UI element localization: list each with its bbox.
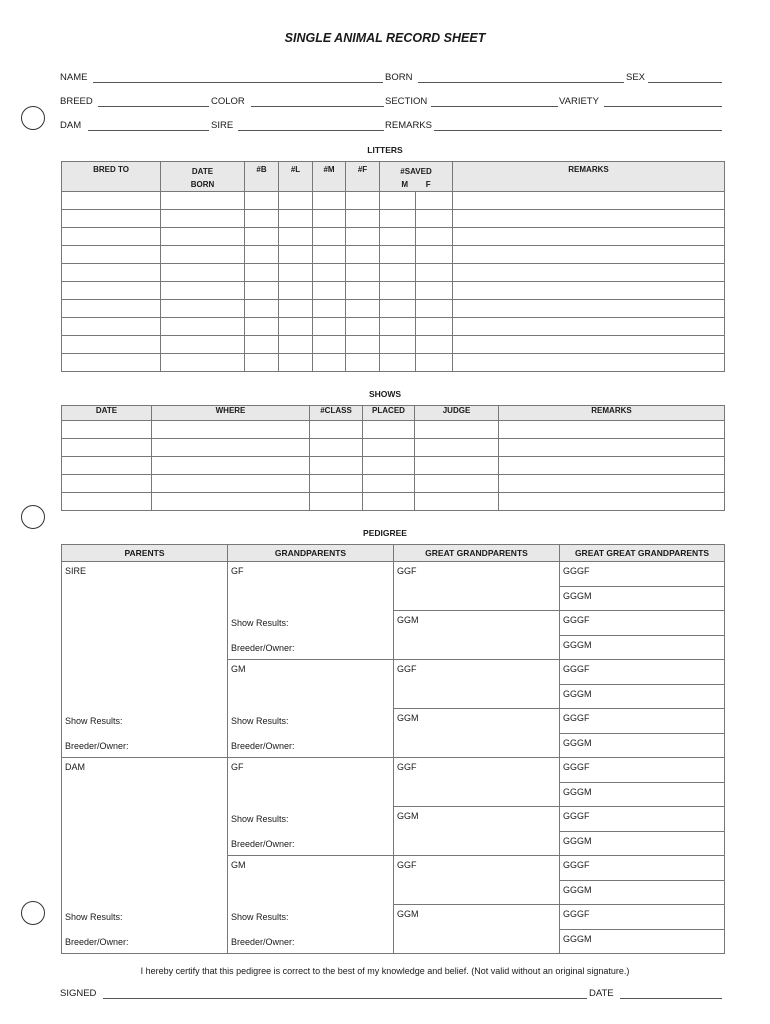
litter-cell[interactable]	[245, 264, 279, 282]
litter-cell[interactable]	[62, 282, 161, 300]
litter-cell[interactable]	[245, 300, 279, 318]
pedigree-label: GGM	[397, 811, 419, 821]
gggm-cell[interactable]: GGGM	[560, 684, 725, 709]
show-results-label: Show Results:	[65, 912, 123, 922]
show-cell[interactable]	[499, 475, 725, 493]
table-row	[62, 336, 725, 354]
certify-statement: I hereby certify that this pedigree is correct to the best of my knowledge and belief. (Not valid without an original signature.)	[140, 966, 630, 976]
litter-cell[interactable]	[279, 300, 313, 318]
col-remarks: REMARKS	[453, 162, 725, 192]
ggf-cell[interactable]	[394, 562, 560, 611]
ggf-cell[interactable]	[394, 856, 560, 905]
litter-cell[interactable]	[380, 354, 416, 372]
litter-cell[interactable]	[346, 246, 380, 264]
table-row	[62, 246, 725, 264]
show-cell[interactable]	[499, 457, 725, 475]
pedigree-label: GGF	[397, 566, 417, 576]
sex-field[interactable]	[648, 82, 722, 83]
table-row	[62, 562, 725, 587]
litter-cell[interactable]	[346, 336, 380, 354]
section-field[interactable]	[431, 106, 558, 107]
pedigree-label: GGM	[397, 713, 419, 723]
litter-cell[interactable]	[380, 282, 416, 300]
litter-cell[interactable]	[62, 318, 161, 336]
litter-cell[interactable]	[62, 246, 161, 264]
table-row	[62, 758, 725, 783]
litter-cell[interactable]	[245, 354, 279, 372]
litter-cell[interactable]	[453, 282, 725, 300]
show-cell[interactable]	[62, 457, 152, 475]
signed-label: SIGNED	[60, 988, 97, 999]
col-date-born: DATE BORN	[161, 162, 245, 192]
show-cell[interactable]	[152, 439, 310, 457]
dam-field[interactable]	[88, 130, 209, 131]
gggm-cell[interactable]: GGGM	[560, 782, 725, 807]
section-label: SECTION	[385, 96, 428, 107]
litter-cell[interactable]	[416, 282, 453, 300]
sire-field[interactable]	[238, 130, 384, 131]
sire-label: SIRE	[211, 120, 234, 131]
litter-cell[interactable]	[313, 264, 346, 282]
litter-cell[interactable]	[416, 228, 453, 246]
table-row	[62, 457, 725, 475]
litter-cell[interactable]	[279, 192, 313, 210]
show-cell[interactable]	[62, 475, 152, 493]
litter-cell[interactable]	[346, 192, 380, 210]
litter-cell[interactable]	[62, 192, 161, 210]
gggf-cell[interactable]: GGGF	[560, 856, 725, 881]
litters-heading: LITTERS	[367, 145, 403, 155]
litter-cell[interactable]	[416, 318, 453, 336]
show-cell[interactable]	[363, 421, 415, 439]
table-row	[62, 264, 725, 282]
litter-cell[interactable]	[313, 282, 346, 300]
show-cell[interactable]	[415, 475, 499, 493]
litter-cell[interactable]	[313, 336, 346, 354]
litter-cell[interactable]	[313, 228, 346, 246]
show-cell[interactable]	[363, 439, 415, 457]
show-cell[interactable]	[310, 457, 363, 475]
litter-cell[interactable]	[279, 210, 313, 228]
shows-heading: SHOWS	[368, 389, 402, 399]
born-label: BORN	[385, 72, 413, 83]
show-cell[interactable]	[415, 439, 499, 457]
show-results-label: Show Results:	[231, 618, 289, 628]
show-cell[interactable]	[310, 439, 363, 457]
table-row	[62, 421, 725, 439]
binder-hole-icon	[21, 106, 45, 130]
litter-cell[interactable]	[62, 336, 161, 354]
gggm-cell[interactable]: GGGM	[560, 586, 725, 611]
litter-cell[interactable]	[245, 318, 279, 336]
litter-cell[interactable]	[416, 246, 453, 264]
gggf-cell[interactable]: GGGF	[560, 611, 725, 636]
color-label: COLOR	[211, 96, 245, 107]
show-results-label: Show Results:	[65, 716, 123, 726]
show-results-label: Show Results:	[231, 814, 289, 824]
gf-cell[interactable]	[228, 758, 394, 856]
signature-field[interactable]	[103, 998, 587, 999]
litter-cell[interactable]	[453, 300, 725, 318]
litter-cell[interactable]	[346, 318, 380, 336]
show-cell[interactable]	[363, 457, 415, 475]
gggm-cell[interactable]: GGGM	[560, 880, 725, 905]
litter-cell[interactable]	[245, 246, 279, 264]
litter-cell[interactable]	[62, 354, 161, 372]
color-field[interactable]	[251, 106, 384, 107]
gggm-cell[interactable]: GGGM	[560, 635, 725, 660]
litter-cell[interactable]	[161, 192, 245, 210]
remarks-field[interactable]	[434, 130, 722, 131]
ggf-cell[interactable]	[394, 660, 560, 709]
litter-cell[interactable]	[453, 264, 725, 282]
col-parents: PARENTS	[62, 545, 228, 562]
table-row	[62, 354, 725, 372]
pedigree-label: GM	[231, 860, 246, 870]
litter-cell[interactable]	[62, 300, 161, 318]
litter-cell[interactable]	[380, 246, 416, 264]
gf-cell[interactable]	[228, 562, 394, 660]
variety-label: VARIETY	[559, 96, 599, 107]
remarks-label: REMARKS	[385, 120, 432, 131]
breeder-owner-label: Breeder/Owner:	[65, 937, 129, 947]
litter-cell[interactable]	[453, 354, 725, 372]
litter-cell[interactable]	[380, 300, 416, 318]
litter-cell[interactable]	[161, 318, 245, 336]
show-results-label: Show Results:	[231, 912, 289, 922]
litter-cell[interactable]	[161, 210, 245, 228]
breeder-owner-label: Breeder/Owner:	[65, 741, 129, 751]
table-row	[62, 493, 725, 511]
litter-cell[interactable]	[62, 210, 161, 228]
litter-cell[interactable]	[245, 282, 279, 300]
col-f: #F	[346, 162, 380, 192]
litter-cell[interactable]	[313, 246, 346, 264]
litter-cell[interactable]	[279, 336, 313, 354]
breeder-owner-label: Breeder/Owner:	[231, 741, 295, 751]
breed-field[interactable]	[98, 106, 209, 107]
dam-label: DAM	[60, 120, 82, 131]
col-bred-to: BRED TO	[62, 162, 161, 192]
litter-cell[interactable]	[453, 228, 725, 246]
col-b: #B	[245, 162, 279, 192]
show-cell[interactable]	[152, 475, 310, 493]
name-field[interactable]	[93, 82, 383, 83]
table-row	[62, 228, 725, 246]
ggm-cell[interactable]	[394, 807, 560, 856]
litter-cell[interactable]	[279, 264, 313, 282]
litter-cell[interactable]	[161, 300, 245, 318]
table-row	[62, 210, 725, 228]
litter-cell[interactable]	[416, 264, 453, 282]
show-cell[interactable]	[415, 493, 499, 511]
litter-cell[interactable]	[313, 318, 346, 336]
sex-label: SEX	[626, 72, 646, 83]
litter-cell[interactable]	[346, 300, 380, 318]
litter-cell[interactable]	[313, 300, 346, 318]
variety-field[interactable]	[604, 106, 722, 107]
show-cell[interactable]	[415, 421, 499, 439]
col-great-great-grandparents: GREAT GREAT GRANDPARENTS	[560, 545, 725, 562]
col-date: DATE	[62, 406, 152, 421]
table-row	[62, 282, 725, 300]
gggf-cell[interactable]: GGGF	[560, 807, 725, 832]
gggf-cell[interactable]: GGGF	[560, 660, 725, 685]
show-cell[interactable]	[363, 475, 415, 493]
litter-cell[interactable]	[380, 192, 416, 210]
litter-cell[interactable]	[416, 192, 453, 210]
breeder-owner-label: Breeder/Owner:	[231, 643, 295, 653]
litter-cell[interactable]	[161, 282, 245, 300]
col-where: WHERE	[152, 406, 310, 421]
litter-cell[interactable]	[279, 228, 313, 246]
show-cell[interactable]	[152, 493, 310, 511]
pedigree-label: GF	[231, 762, 244, 772]
show-cell[interactable]	[499, 421, 725, 439]
ggm-cell[interactable]	[394, 905, 560, 954]
litter-cell[interactable]	[453, 192, 725, 210]
col-l: #L	[279, 162, 313, 192]
litter-cell[interactable]	[245, 228, 279, 246]
litter-cell[interactable]	[62, 228, 161, 246]
gggf-cell[interactable]: GGGF	[560, 758, 725, 783]
sire-cell[interactable]	[62, 562, 228, 758]
litter-cell[interactable]	[279, 246, 313, 264]
shows-table	[61, 405, 725, 511]
litter-cell[interactable]	[416, 300, 453, 318]
gm-cell[interactable]	[228, 660, 394, 758]
pedigree-label: DAM	[65, 762, 85, 772]
col-m: #M	[313, 162, 346, 192]
litter-cell[interactable]	[313, 210, 346, 228]
pedigree-label: GGM	[397, 909, 419, 919]
litter-cell[interactable]	[453, 336, 725, 354]
date-label: DATE	[589, 988, 614, 999]
show-cell[interactable]	[152, 421, 310, 439]
litters-table	[61, 161, 725, 372]
litter-cell[interactable]	[380, 228, 416, 246]
pedigree-label: GGF	[397, 664, 417, 674]
litter-cell[interactable]	[161, 354, 245, 372]
litter-cell[interactable]	[380, 318, 416, 336]
table-row	[62, 439, 725, 457]
ggm-cell[interactable]	[394, 709, 560, 758]
litter-cell[interactable]	[416, 210, 453, 228]
dam-cell[interactable]	[62, 758, 228, 954]
litter-cell[interactable]	[161, 336, 245, 354]
litter-cell[interactable]	[313, 354, 346, 372]
litter-cell[interactable]	[380, 210, 416, 228]
litter-cell[interactable]	[161, 246, 245, 264]
litter-cell[interactable]	[279, 318, 313, 336]
litter-cell[interactable]	[279, 354, 313, 372]
litter-cell[interactable]	[245, 210, 279, 228]
gm-cell[interactable]	[228, 856, 394, 954]
pedigree-label: GM	[231, 664, 246, 674]
show-cell[interactable]	[62, 439, 152, 457]
col-great-grandparents: GREAT GRANDPARENTS	[394, 545, 560, 562]
litter-cell[interactable]	[380, 264, 416, 282]
col-grandparents: GRANDPARENTS	[228, 545, 394, 562]
show-cell[interactable]	[310, 421, 363, 439]
pedigree-label: SIRE	[65, 566, 87, 576]
gggm-cell[interactable]: GGGM	[560, 831, 725, 856]
show-cell[interactable]	[62, 493, 152, 511]
litter-cell[interactable]	[453, 210, 725, 228]
litter-cell[interactable]	[245, 192, 279, 210]
breeder-owner-label: Breeder/Owner:	[231, 937, 295, 947]
show-results-label: Show Results:	[231, 716, 289, 726]
date-field[interactable]	[620, 998, 722, 999]
show-cell[interactable]	[415, 457, 499, 475]
name-label: NAME	[60, 72, 88, 83]
pedigree-table	[61, 544, 725, 954]
show-cell[interactable]	[363, 493, 415, 511]
gggf-cell[interactable]: GGGF	[560, 562, 725, 587]
litter-cell[interactable]	[346, 264, 380, 282]
show-cell[interactable]	[310, 475, 363, 493]
pedigree-label: GGF	[397, 762, 417, 772]
table-row	[62, 300, 725, 318]
litter-cell[interactable]	[416, 336, 453, 354]
pedigree-label: GF	[231, 566, 244, 576]
litter-cell[interactable]	[161, 264, 245, 282]
col-class: #CLASS	[310, 406, 363, 421]
show-cell[interactable]	[310, 493, 363, 511]
binder-hole-icon	[21, 901, 45, 925]
litter-cell[interactable]	[279, 282, 313, 300]
litter-cell[interactable]	[346, 228, 380, 246]
breed-label: BREED	[60, 96, 93, 107]
col-judge: JUDGE	[415, 406, 499, 421]
litter-cell[interactable]	[346, 282, 380, 300]
table-row	[62, 192, 725, 210]
ggm-cell[interactable]	[394, 611, 560, 660]
show-cell[interactable]	[499, 439, 725, 457]
litter-cell[interactable]	[161, 228, 245, 246]
pedigree-label: GGF	[397, 860, 417, 870]
litter-cell[interactable]	[453, 246, 725, 264]
col-saved: #SAVED M F	[380, 162, 453, 192]
pedigree-label: GGM	[397, 615, 419, 625]
litter-cell[interactable]	[245, 336, 279, 354]
pedigree-heading: PEDIGREE	[363, 528, 407, 538]
gggm-cell[interactable]: GGGM	[560, 929, 725, 954]
litter-cell[interactable]	[346, 354, 380, 372]
born-field[interactable]	[418, 82, 624, 83]
litter-cell[interactable]	[380, 336, 416, 354]
show-cell[interactable]	[152, 457, 310, 475]
gggf-cell[interactable]: GGGF	[560, 905, 725, 930]
page-title: SINGLE ANIMAL RECORD SHEET	[284, 31, 486, 45]
gggf-cell[interactable]: GGGF	[560, 709, 725, 734]
litter-cell[interactable]	[313, 192, 346, 210]
show-cell[interactable]	[62, 421, 152, 439]
gggm-cell[interactable]: GGGM	[560, 733, 725, 758]
binder-hole-icon	[21, 505, 45, 529]
litter-cell[interactable]	[416, 354, 453, 372]
ggf-cell[interactable]	[394, 758, 560, 807]
litter-cell[interactable]	[453, 318, 725, 336]
show-cell[interactable]	[499, 493, 725, 511]
table-row	[62, 318, 725, 336]
breeder-owner-label: Breeder/Owner:	[231, 839, 295, 849]
litter-cell[interactable]	[62, 264, 161, 282]
litter-cell[interactable]	[346, 210, 380, 228]
col-placed: PLACED	[363, 406, 415, 421]
table-row	[62, 475, 725, 493]
col-show-remarks: REMARKS	[499, 406, 725, 421]
